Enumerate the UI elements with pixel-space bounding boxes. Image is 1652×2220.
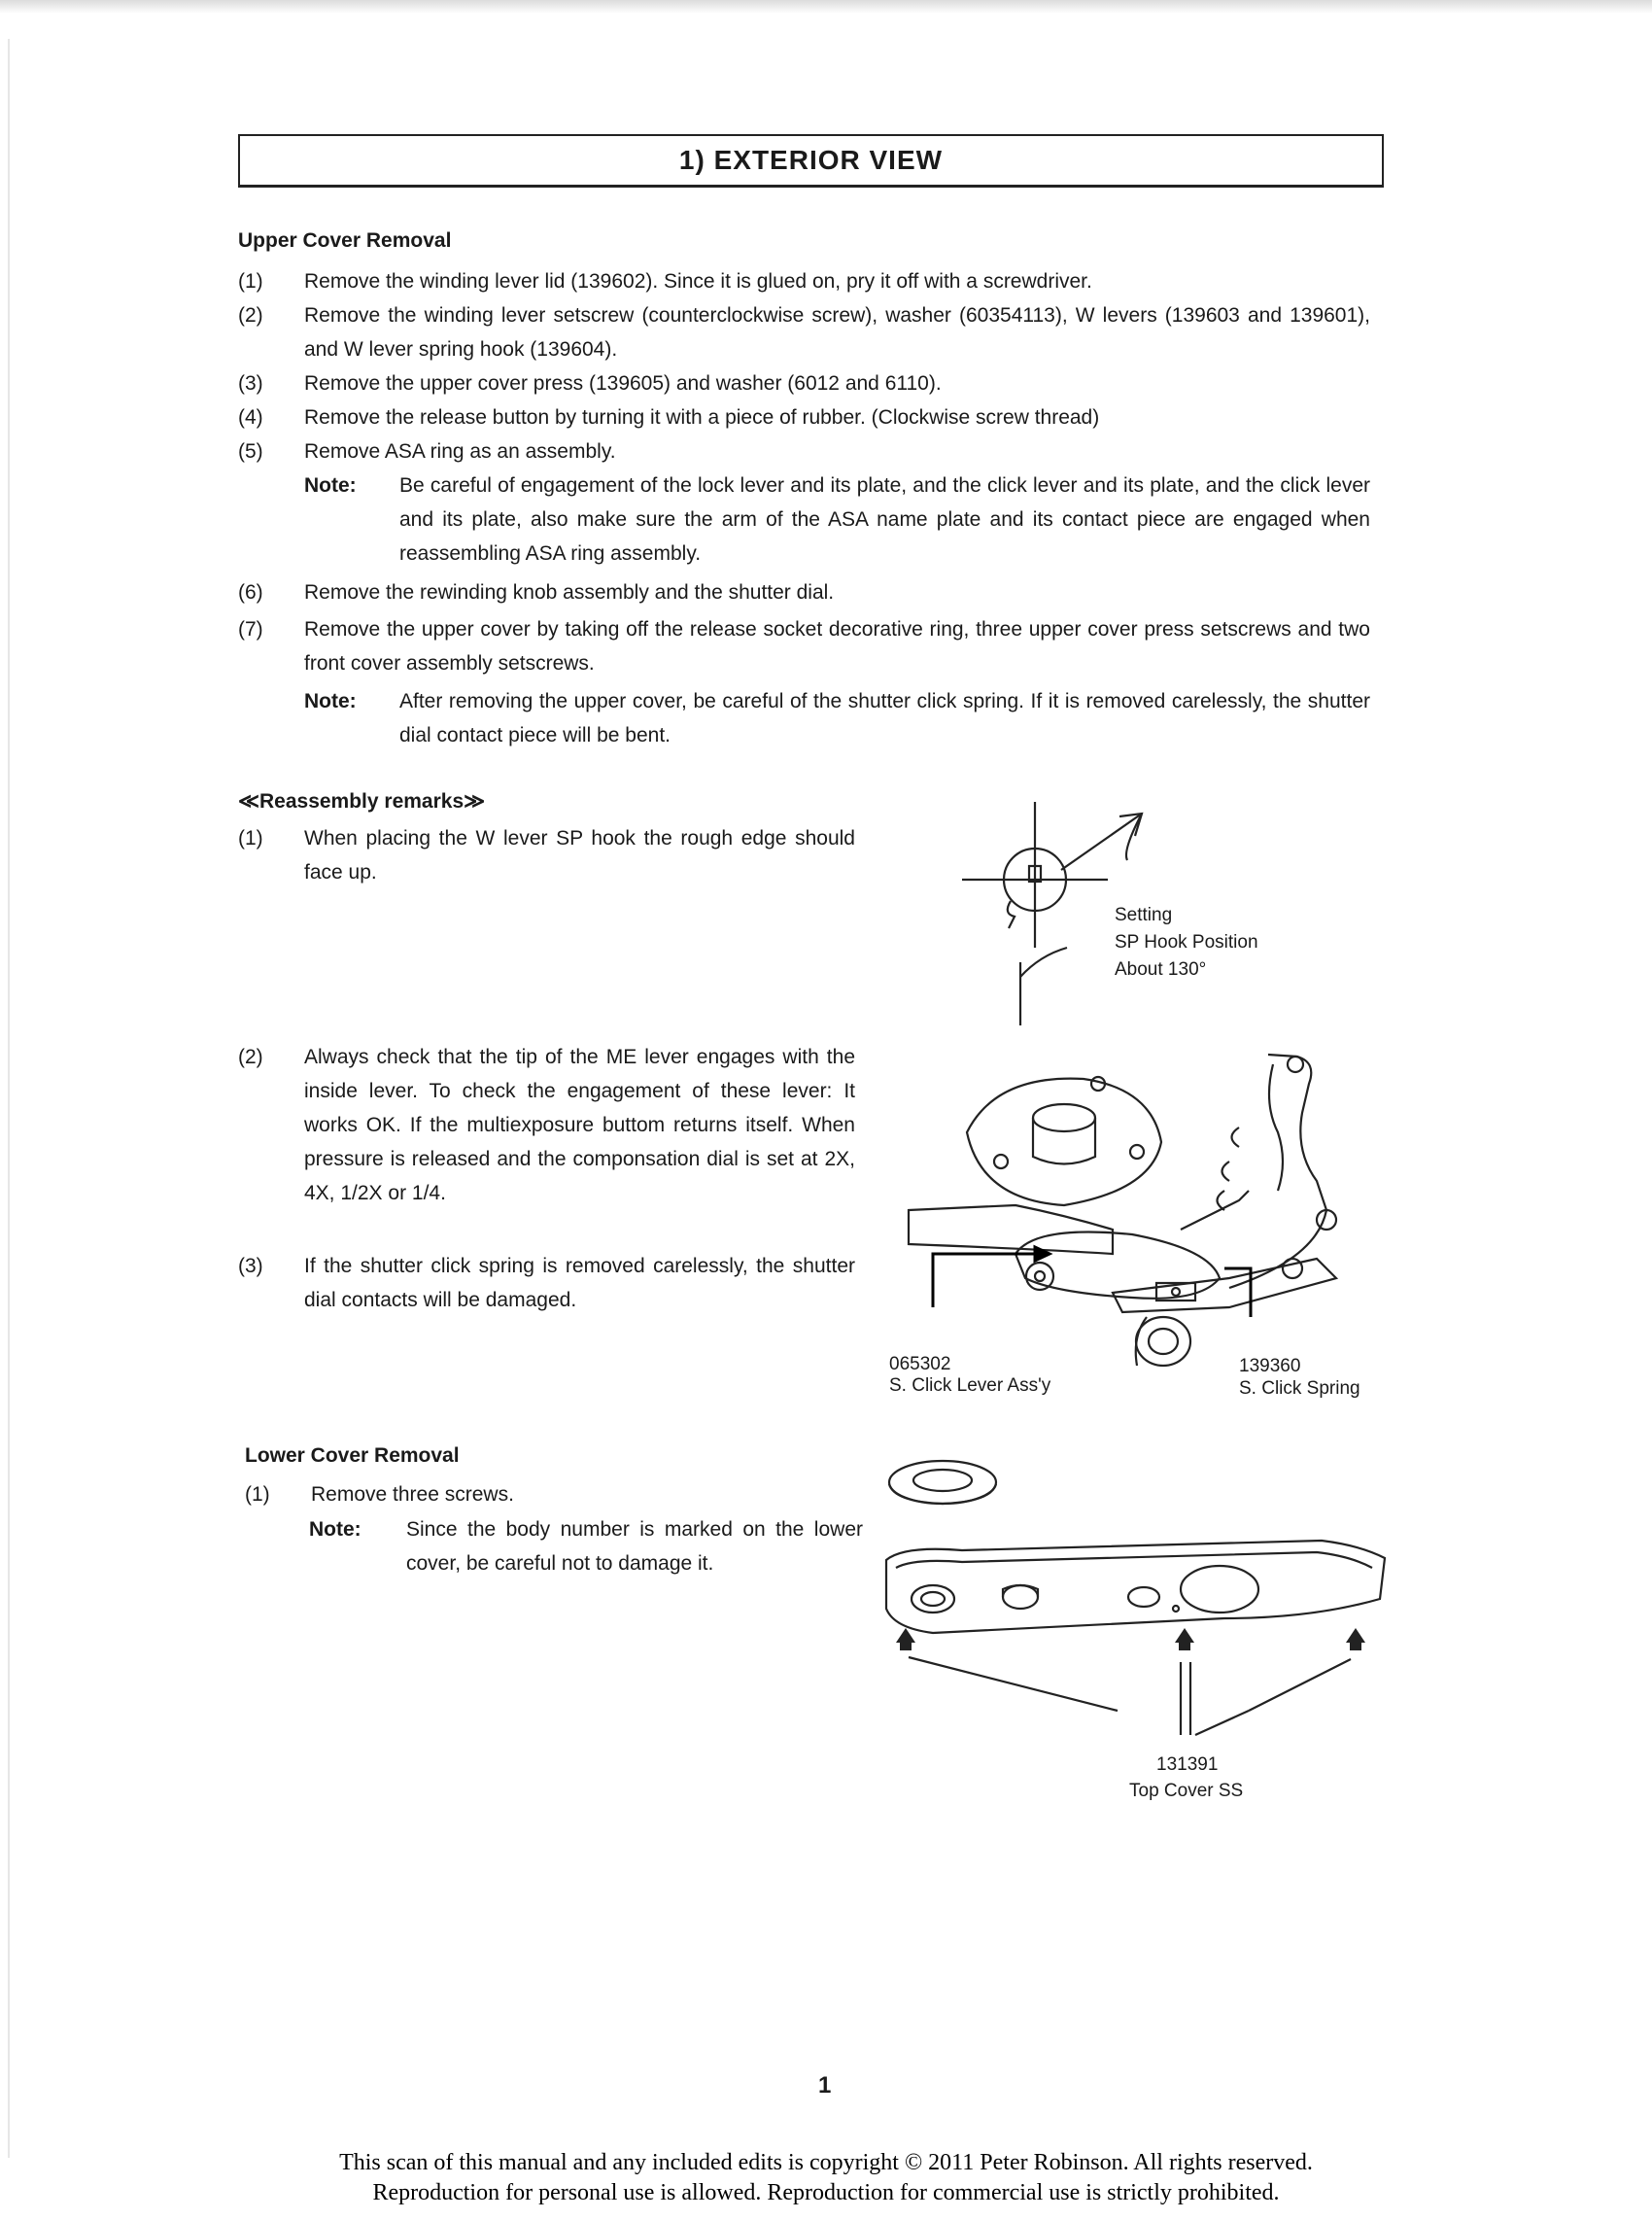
reassembly-heading: ≪Reassembly remarks≫ <box>238 790 486 813</box>
page-number: 1 <box>818 2072 832 2099</box>
scan-left-edge <box>8 39 10 2158</box>
fig2-left-part-number: 065302 <box>889 1354 951 1374</box>
note-body-number <box>309 1512 863 1582</box>
note-label: Note: <box>304 474 357 497</box>
fig2-right-part-number: 139360 <box>1239 1356 1301 1376</box>
item-text: Remove the upper cover by taking off the release socket decorative ring, three upper cover press setscrews and two front cover assembly setscrews. <box>304 618 1370 675</box>
item-number: (2) <box>238 304 263 327</box>
fig2-left-part-name: S. Click Lever Ass'y <box>889 1375 1051 1396</box>
copyright-footer <box>0 2148 1652 2208</box>
fig1-label-line1: Setting <box>1115 905 1173 925</box>
item-text: Remove the release button by turning it with a piece of rubber. (Clockwise screw thread) <box>304 406 1100 429</box>
item-number: (7) <box>238 618 263 641</box>
note-text: Since the body number is marked on the lower cover, be careful not to damage it. <box>406 1518 863 1575</box>
shutter-click-lever-diagram <box>889 1045 1356 1366</box>
item-number: (5) <box>238 440 263 463</box>
note-label: Note: <box>309 1518 361 1541</box>
item-text: Always check that the tip of the ME lever engages with the inside lever. To check the engagement of these lever: It works OK. If the multiexposure buttom returns itself. When pressure is released and the componsation dial is set at 2X, 4X, 1/2X or 1/4. <box>304 1046 855 1204</box>
section-title: 1) EXTERIOR VIEW <box>238 134 1384 188</box>
item-number: (3) <box>238 372 263 395</box>
footer-line-2: Reproduction for personal use is allowed. Reproduction for commercial use is strictly prohibited. <box>372 2180 1280 2205</box>
fig3-part-name: Top Cover SS <box>1129 1781 1244 1801</box>
note-text: After removing the upper cover, be careful of the shutter click spring. If it is removed carelessly, the shutter dial contact piece will be bent. <box>399 690 1370 746</box>
item-text: Remove the winding lever lid (139602). Since it is glued on, pry it off with a screwdriver. <box>304 270 1092 293</box>
item-text: When placing the W lever SP hook the rough edge should face up. <box>304 827 855 884</box>
item-number: (6) <box>238 581 263 604</box>
fig3-part-number: 131391 <box>1156 1754 1219 1775</box>
item-number: (4) <box>238 406 263 429</box>
note-text: Be careful of engagement of the lock lever and its plate, and the click lever and its plate, and the click lever and its plate, also make sure the arm of the ASA name plate and its contact piece are engaged when reassembling ASA ring assembly. <box>399 474 1370 565</box>
item-number: (1) <box>238 827 263 850</box>
fig1-label-line2: SP Hook Position <box>1115 932 1258 953</box>
fig2-right-part-name: S. Click Spring <box>1239 1378 1360 1399</box>
item-number: (1) <box>245 1483 270 1506</box>
scan-top-shadow <box>0 0 1652 14</box>
item-number: (3) <box>238 1255 263 1277</box>
note-shutter-click <box>304 684 1370 754</box>
item-text: Remove ASA ring as an assembly. <box>304 440 616 463</box>
item-text: If the shutter click spring is removed carelessly, the shutter dial contacts will be damaged. <box>304 1255 855 1311</box>
upper-cover-heading: Upper Cover Removal <box>238 229 452 252</box>
footer-line-1: This scan of this manual and any included edits is copyright © 2011 Peter Robinson. All rights reserved. <box>339 2150 1313 2175</box>
fig1-label-line3: About 130° <box>1115 959 1207 980</box>
lower-cover-diagram <box>875 1453 1390 1774</box>
item-number: (2) <box>238 1046 263 1068</box>
note-asa-ring <box>304 468 1370 572</box>
lower-cover-heading: Lower Cover Removal <box>245 1444 460 1467</box>
item-text: Remove the winding lever setscrew (counterclockwise screw), washer (60354113), W levers (139603 and 139601), and W lever spring hook (139604). <box>304 304 1370 361</box>
item-number: (1) <box>238 270 263 293</box>
item-text: Remove the upper cover press (139605) and washer (6012 and 6110). <box>304 372 942 395</box>
note-label: Note: <box>304 690 357 712</box>
item-text: Remove the rewinding knob assembly and the shutter dial. <box>304 581 835 604</box>
item-text: Remove three screws. <box>311 1483 514 1506</box>
